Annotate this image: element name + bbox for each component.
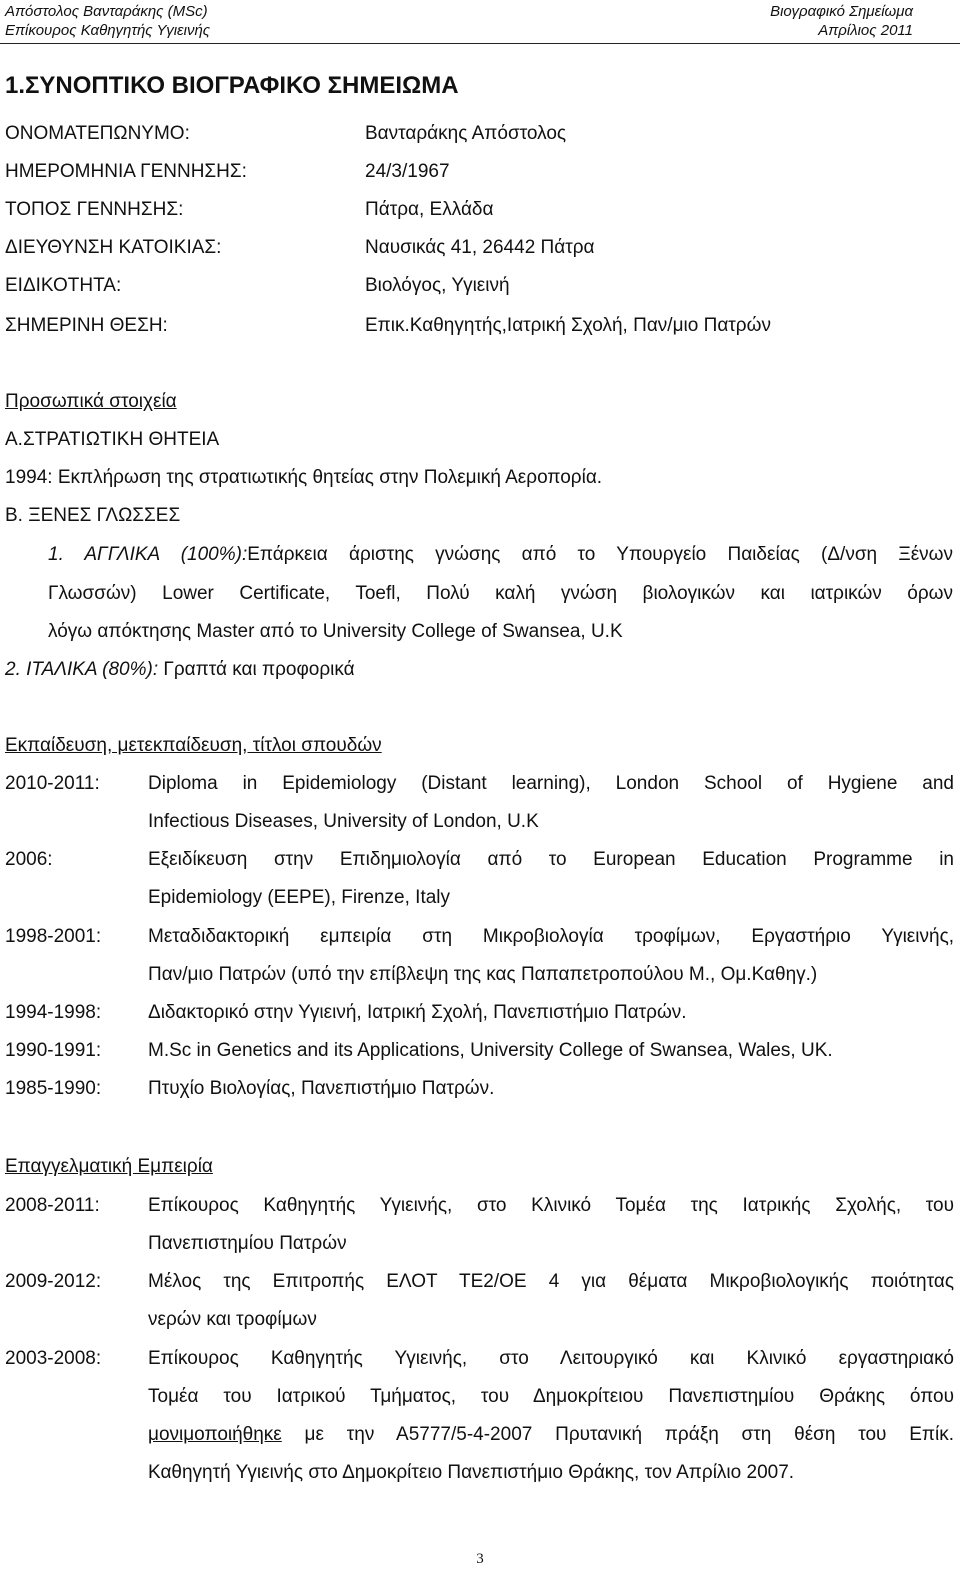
education-line: Diploma in Epidemiology (Distant learning), London School of Hygiene and xyxy=(148,773,954,794)
experience-line: Καθηγητή Υγιεινής στο Δημοκρίτειο Πανεπιστήμιο Θράκης, τον Απρίλιο 2007. xyxy=(148,1462,795,1483)
education-date: 1994-1998: xyxy=(5,1002,102,1023)
info-value: Ναυσικάς 41, 26442 Πάτρα xyxy=(365,237,595,258)
military-text: 1994: Εκπλήρωση της στρατιωτικής θητείας στην Πολεμική Αεροπορία. xyxy=(5,467,603,488)
english-prefix: 1. ΑΓΓΛΙΚΑ (100%): xyxy=(48,544,248,565)
education-line: Εξειδίκευση στην Επιδημιολογία από το European Education Programme in xyxy=(148,849,954,870)
info-label: ΣΗΜΕΡΙΝΗ ΘΕΣΗ: xyxy=(5,315,168,336)
header-position: Επίκουρος Καθηγητής Υγιεινής xyxy=(5,22,211,39)
english-line-1 xyxy=(48,541,953,569)
experience-heading: Επαγγελματική Εμπειρία xyxy=(5,1156,213,1177)
experience-line: Μέλος της Επιτροπής ΕΛΟΤ ΤΕ2/ΟΕ 4 για θέματα Μικροβιολογικής ποιότητας xyxy=(148,1271,954,1292)
education-date: 1998-2001: xyxy=(5,926,102,947)
experience-line: Επίκουρος Καθηγητής Υγιεινής, στο Λειτουργικό και Κλινικό εργαστηριακό xyxy=(148,1348,954,1369)
info-label: ΤΟΠΟΣ ΓΕΝΝΗΣΗΣ: xyxy=(5,199,184,220)
page-title: 1.ΣΥΝΟΠΤΙΚΟ ΒΙΟΓΡΑΦΙΚΟ ΣΗΜΕΙΩΜΑ xyxy=(5,72,459,99)
military-heading: Α.ΣΤΡΑΤΙΩΤΙΚΗ ΘΗΤΕΙΑ xyxy=(5,429,220,450)
info-label: ΕΙΔΙΚΟΤΗΤΑ: xyxy=(5,275,122,296)
experience-line: νερών και τροφίμων xyxy=(148,1309,317,1330)
languages-heading: Β. ΞΕΝΕΣ ΓΛΩΣΣΕΣ xyxy=(5,505,181,526)
experience-line-rest: με την Α5777/5-4-2007 Πρυτανική πράξη στη θέση του Επίκ. xyxy=(281,1424,954,1445)
info-value: Βιολόγος, Υγιεινή xyxy=(365,275,510,296)
experience-line: Πανεπιστημίου Πατρών xyxy=(148,1233,347,1254)
experience-date: 2009-2012: xyxy=(5,1271,102,1292)
info-value: Βανταράκης Απόστολος xyxy=(365,123,567,144)
education-heading: Εκπαίδευση, μετεκπαίδευση, τίτλοι σπουδών xyxy=(5,735,382,756)
experience-date: 2003-2008: xyxy=(5,1348,102,1369)
header-date: Απρίλιος 2011 xyxy=(818,22,913,39)
info-row-birthdate xyxy=(5,158,945,188)
education-date: 1985-1990: xyxy=(5,1078,102,1099)
info-value: 24/3/1967 xyxy=(365,161,450,182)
experience-date: 2008-2011: xyxy=(5,1195,100,1216)
education-date: 1990-1991: xyxy=(5,1040,102,1061)
header-doc-title: Βιογραφικό Σημείωμα xyxy=(770,3,913,20)
info-label: ΔΙΕΥΘΥΝΣΗ ΚΑΤΟΙΚΙΑΣ: xyxy=(5,237,222,258)
info-row-address xyxy=(5,234,945,264)
info-value: Πάτρα, Ελλάδα xyxy=(365,199,494,220)
info-row-current-position xyxy=(5,312,945,342)
english-line-2: Γλωσσών) Lower Certificate, Toefl, Πολύ καλή γνώση βιολογικών και ιατρικών όρων xyxy=(48,583,953,604)
underlined-word: μονιμοποιήθηκε xyxy=(148,1424,282,1445)
info-row-birthplace xyxy=(5,196,945,226)
info-row-specialty xyxy=(5,272,945,302)
education-line: Epidemiology (EEPE), Firenze, Italy xyxy=(148,887,451,908)
header-divider xyxy=(0,43,960,44)
experience-line: Τομέα του Ιατρικού Τμήματος, του Δημοκρίτειου Πανεπιστημίου Θράκης όπου xyxy=(148,1386,954,1407)
italian-line xyxy=(5,656,355,684)
education-line: M.Sc in Genetics and its Applications, University College of Swansea, Wales, UK. xyxy=(148,1040,833,1061)
info-label: ΗΜΕΡΟΜΗΝΙΑ ΓΕΝΝΗΣΗΣ: xyxy=(5,161,247,182)
header-author: Απόστολος Βανταράκης (MSc) xyxy=(5,3,208,20)
education-line: Διδακτορικό στην Υγιεινή, Ιατρική Σχολή, Πανεπιστήμιο Πατρών. xyxy=(148,1002,687,1023)
education-line: Μεταδιδακτορική εμπειρία στη Μικροβιολογία τροφίμων, Εργαστήριο Υγιεινής, xyxy=(148,926,954,947)
english-text-1: Επάρκεια άριστης γνώσης από το Υπουργείο Παιδείας (Δ/νση Ξένων xyxy=(247,544,954,565)
experience-line xyxy=(148,1421,954,1449)
page-header xyxy=(0,0,960,58)
education-date: 2010-2011: xyxy=(5,773,100,794)
education-date: 2006: xyxy=(5,849,53,870)
italian-prefix: 2. ΙΤΑΛΙΚΑ (80%): xyxy=(5,659,159,680)
info-row-name xyxy=(5,120,945,150)
education-line: Πτυχίο Βιολογίας, Πανεπιστήμιο Πατρών. xyxy=(148,1078,495,1099)
info-value: Επικ.Καθηγητής,Ιατρική Σχολή, Παν/μιο Πατρών xyxy=(365,315,771,336)
page-number: 3 xyxy=(476,1551,484,1567)
english-line-3: λόγω απόκτησης Master από το University College of Swansea, U.K xyxy=(48,621,623,642)
italian-text: Γραπτά και προφορικά xyxy=(158,659,355,680)
education-line: Παν/μιο Πατρών (υπό την επίβλεψη της κας Παπαπετροπούλου Μ., Ομ.Καθηγ.) xyxy=(148,964,818,985)
info-label: ΟΝΟΜΑΤΕΠΩΝΥΜΟ: xyxy=(5,123,190,144)
experience-line: Επίκουρος Καθηγητής Υγιεινής, στο Κλινικό Τομέα της Ιατρικής Σχολής, του xyxy=(148,1195,954,1216)
education-line: Infectious Diseases, University of London, U.K xyxy=(148,811,539,832)
personal-heading: Προσωπικά στοιχεία xyxy=(5,391,177,412)
